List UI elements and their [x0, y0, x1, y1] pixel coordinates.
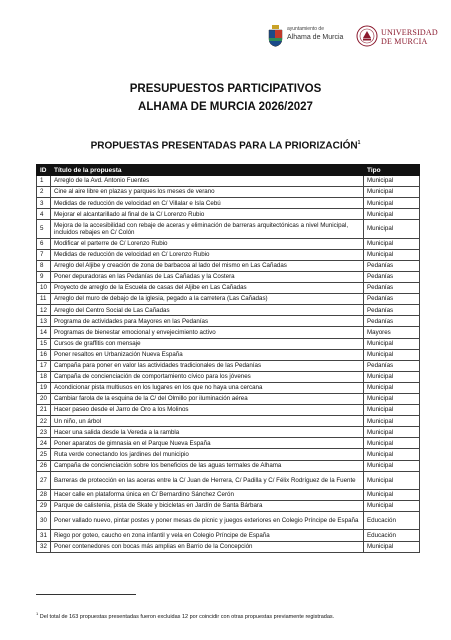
universidad-line2: DE MURCIA — [381, 37, 428, 46]
table-row — [37, 220, 420, 238]
cell-title: Poner depuradoras en las Pedanías de Las Cañadas y la Costera — [51, 271, 364, 282]
university-seal-icon — [356, 25, 378, 47]
cell-tipo: Municipal — [364, 460, 420, 471]
cell-id: 10 — [37, 283, 51, 294]
cell-title: Arreglo del Centro Social de Las Cañadas — [51, 305, 364, 316]
cell-id: 31 — [37, 530, 51, 541]
table-row — [37, 512, 420, 530]
table-row — [37, 393, 420, 404]
cell-id: 29 — [37, 501, 51, 512]
cell-id: 15 — [37, 338, 51, 349]
table-row — [37, 438, 420, 449]
cell-title: Barreras de protección en las aceras entre la C/ Juan de Herrera, C/ Padilla y C/ Félix Rodríguez de la Fuente — [51, 471, 364, 489]
cell-tipo: Municipal — [364, 371, 420, 382]
cell-title: Campaña de concienciación sobre los beneficios de las aguas termales de Alhama — [51, 460, 364, 471]
cell-tipo: Municipal — [364, 438, 420, 449]
table-row — [37, 530, 420, 541]
cell-id: 12 — [37, 305, 51, 316]
cell-id: 20 — [37, 393, 51, 404]
table-row — [37, 198, 420, 209]
cell-title: Arreglo del muro de debajo de la iglesia, pegado a la carretera (Las Cañadas) — [51, 294, 364, 305]
section-subtitle — [0, 140, 451, 151]
table-row — [37, 349, 420, 360]
cell-title: Programas de bienestar emocional y envejecimiento activo — [51, 327, 364, 338]
ayuntamiento-logo — [268, 22, 346, 52]
cell-tipo: Municipal — [364, 489, 420, 500]
table-row — [37, 294, 420, 305]
cell-title: Arreglo del Aljibe y creación de zona de barbacoa al lado del mismo en Las Cañadas — [51, 260, 364, 271]
header-logos — [268, 22, 438, 52]
cell-title: Arreglo de la Avd. Antonio Fuentes — [51, 176, 364, 187]
proposals-table — [36, 164, 420, 553]
table-row — [37, 449, 420, 460]
table-row — [37, 427, 420, 438]
title-line1: PRESUPUESTOS PARTICIPATIVOS — [129, 83, 322, 95]
cell-tipo: Municipal — [364, 501, 420, 512]
cell-id: 3 — [37, 198, 51, 209]
subtitle-text: PROPUESTAS PRESENTADAS PARA LA PRIORIZACIÓN — [90, 140, 358, 152]
cell-id: 8 — [37, 260, 51, 271]
cell-title: Cursos de graffitis con mensaje — [51, 338, 364, 349]
table-row — [37, 260, 420, 271]
table-row — [37, 382, 420, 393]
cell-id: 22 — [37, 416, 51, 427]
table-body — [37, 176, 420, 553]
cell-title: Poner resaltos en Urbanización Nueva España — [51, 349, 364, 360]
cell-tipo: Municipal — [364, 393, 420, 404]
cell-tipo: Pedanías — [364, 316, 420, 327]
cell-id: 32 — [37, 541, 51, 552]
cell-tipo: Municipal — [364, 471, 420, 489]
cell-title: Campaña de concienciación de comportamiento cívico para los jóvenes — [51, 371, 364, 382]
document-title — [0, 80, 451, 116]
cell-id: 18 — [37, 371, 51, 382]
cell-tipo: Municipal — [364, 249, 420, 260]
cell-tipo: Educación — [364, 530, 420, 541]
coat-of-arms-icon — [268, 25, 283, 47]
cell-id: 7 — [37, 249, 51, 260]
table-row — [37, 249, 420, 260]
cell-title: Medidas de reducción de velocidad en C/ Lorenzo Rubio — [51, 249, 364, 260]
cell-title: Hacer una salida desde la Vereda a la rambla — [51, 427, 364, 438]
cell-id: 30 — [37, 512, 51, 530]
table-row — [37, 271, 420, 282]
table-row — [37, 238, 420, 249]
table-row — [37, 283, 420, 294]
cell-title: Cambiar farola de la esquina de la C/ del Olmillo por iluminación aérea — [51, 393, 364, 404]
cell-id: 21 — [37, 405, 51, 416]
table-row — [37, 405, 420, 416]
cell-tipo: Municipal — [364, 187, 420, 198]
cell-title: Poner vallado nuevo, pintar postes y poner mesas de picnic y juegos exteriores en Colegio Príncipe de España — [51, 512, 364, 530]
cell-title: Acondicionar pista multiusos en los lugares en los que no haya una cercana — [51, 382, 364, 393]
table-row — [37, 338, 420, 349]
cell-title: Campaña para poner en valor las actividades tradicionales de las Pedanías — [51, 360, 364, 371]
universidad-logo — [356, 22, 438, 52]
cell-tipo: Pedanías — [364, 305, 420, 316]
ayuntamiento-line2: Alhama de Murcia — [287, 34, 344, 41]
cell-tipo: Pedanías — [364, 360, 420, 371]
cell-title: Proyecto de arreglo de la Escuela de casas del Aljibe en Las Cañadas — [51, 283, 364, 294]
cell-tipo: Municipal — [364, 405, 420, 416]
cell-tipo: Municipal — [364, 176, 420, 187]
cell-title: Cine al aire libre en plazas y parques los meses de verano — [51, 187, 364, 198]
cell-title: Mejora de la accesibilidad con rebaje de aceras y eliminación de barreras arquitectónicas a nivel Municipal, incluidos rebajes en C/ Colón — [51, 220, 364, 238]
header-tipo: Tipo — [364, 165, 420, 176]
cell-id: 11 — [37, 294, 51, 305]
cell-tipo: Municipal — [364, 416, 420, 427]
cell-id: 24 — [37, 438, 51, 449]
footnote-text: Del total de 163 propuestas presentadas fueron excluidas 12 por coincidir con otras propuestas previamente registradas. — [39, 613, 335, 620]
table-row — [37, 360, 420, 371]
header-id: ID — [37, 165, 51, 176]
table-row — [37, 209, 420, 220]
cell-title: Ruta verde conectando los jardines del municipio — [51, 449, 364, 460]
cell-id: 17 — [37, 360, 51, 371]
cell-tipo: Municipal — [364, 427, 420, 438]
ayuntamiento-line1: ayuntamiento de — [287, 26, 324, 32]
cell-id: 14 — [37, 327, 51, 338]
table-row — [37, 371, 420, 382]
footnote-divider — [36, 594, 136, 595]
cell-id: 2 — [37, 187, 51, 198]
cell-title: Programa de actividades para Mayores en las Pedanías — [51, 316, 364, 327]
cell-tipo: Pedanías — [364, 294, 420, 305]
table-row — [37, 327, 420, 338]
table-row — [37, 316, 420, 327]
cell-tipo: Mayores — [364, 327, 420, 338]
table-row — [37, 176, 420, 187]
table-row — [37, 471, 420, 489]
cell-id: 28 — [37, 489, 51, 500]
cell-title: Poner contenedores con bocas más amplias en Barrio de la Concepción — [51, 541, 364, 552]
cell-tipo: Municipal — [364, 541, 420, 552]
cell-title: Riego por goteo, caucho en zona infantil y vela en Colegio Príncipe de España — [51, 530, 364, 541]
footnote — [36, 611, 334, 620]
cell-id: 6 — [37, 238, 51, 249]
title-line2: ALHAMA DE MURCIA 2026/2027 — [138, 101, 313, 113]
cell-id: 19 — [37, 382, 51, 393]
table-header-row — [37, 165, 420, 176]
cell-title: Un niño, un árbol — [51, 416, 364, 427]
cell-tipo: Pedanías — [364, 271, 420, 282]
table-row — [37, 501, 420, 512]
cell-tipo: Pedanías — [364, 260, 420, 271]
cell-title: Mejorar el alcantarillado al final de la C/ Lorenzo Rubio — [51, 209, 364, 220]
cell-id: 27 — [37, 471, 51, 489]
cell-tipo: Municipal — [364, 449, 420, 460]
cell-title: Hacer calle en plataforma única en C/ Bernardino Sánchez Cerón — [51, 489, 364, 500]
cell-title: Hacer paseo desde el Jarro de Oro a los Molinos — [51, 405, 364, 416]
cell-title: Modificar el parterre de C/ Lorenzo Rubio — [51, 238, 364, 249]
cell-title: Parque de calistenia, pista de Skate y bicicletas en Jardín de Santa Bárbara — [51, 501, 364, 512]
footnote-mark: 1 — [36, 611, 39, 616]
cell-id: 16 — [37, 349, 51, 360]
cell-id: 13 — [37, 316, 51, 327]
ayuntamiento-name — [287, 26, 343, 42]
table-row — [37, 305, 420, 316]
table-row — [37, 187, 420, 198]
cell-tipo: Pedanías — [364, 283, 420, 294]
table-row — [37, 541, 420, 552]
cell-title: Poner aparatos de gimnasia en el Parque Nueva España — [51, 438, 364, 449]
cell-tipo: Municipal — [364, 382, 420, 393]
cell-title: Medidas de reducción de velocidad en C/ Villalar e Isla Cebú — [51, 198, 364, 209]
cell-tipo: Educación — [364, 512, 420, 530]
cell-id: 5 — [37, 220, 51, 238]
cell-id: 26 — [37, 460, 51, 471]
cell-id: 4 — [37, 209, 51, 220]
cell-id: 9 — [37, 271, 51, 282]
cell-id: 1 — [37, 176, 51, 187]
cell-tipo: Municipal — [364, 209, 420, 220]
cell-id: 25 — [37, 449, 51, 460]
cell-id: 23 — [37, 427, 51, 438]
cell-tipo: Municipal — [364, 349, 420, 360]
table-row — [37, 460, 420, 471]
cell-tipo: Municipal — [364, 220, 420, 238]
header-title: Título de la propuesta — [51, 165, 364, 176]
cell-tipo: Municipal — [364, 238, 420, 249]
cell-tipo: Municipal — [364, 338, 420, 349]
footnote-reference: 1 — [357, 140, 361, 146]
universidad-name — [381, 28, 438, 46]
universidad-line1: UNIVERSIDAD — [381, 28, 438, 37]
table-row — [37, 489, 420, 500]
table-row — [37, 416, 420, 427]
cell-tipo: Municipal — [364, 198, 420, 209]
